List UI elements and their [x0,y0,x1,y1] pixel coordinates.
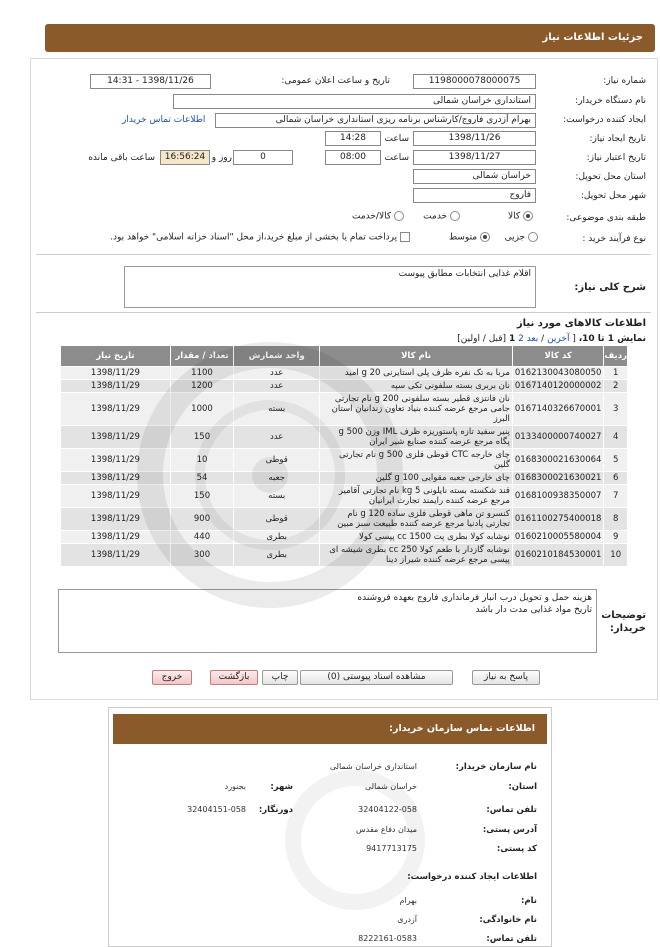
cell-row-number: 8 [604,508,628,531]
time-remaining-field: 16:56:24 [160,150,210,165]
province-field: خراسان شمالی [413,169,536,184]
city-label: شهر محل تحویل: [580,191,646,201]
cell-row-number: 9 [604,531,628,544]
pager-range: نمایش 1 تا 10، [578,334,646,344]
radio-goods-service[interactable] [394,211,404,221]
column-header: تاریخ نیاز [61,346,171,367]
category-goods-service-text: کالا/خدمت [351,211,392,222]
notes-line: تاریخ مواد غذایی مدت دار باشد [475,605,592,615]
cell-need-date: 1398/11/29 [61,380,171,393]
province-contact-value: خراسان شمالی [364,782,417,791]
exit-button[interactable]: خروج [152,670,192,685]
created-date-label: تاریخ ایجاد نیاز: [589,134,646,144]
cell-quantity: 54 [170,472,233,485]
phone-label: تلفن تماس: [486,805,537,815]
cell-row-number: 3 [604,393,628,426]
table-row [61,380,628,393]
valid-date-label: تاریخ اعتبار نیاز: [586,153,646,163]
category-service-option[interactable] [423,211,460,222]
table-row [61,531,628,544]
pager-next-link[interactable]: بعد [526,334,539,344]
summary-text: اقلام غذایی انتخابات مطابق پیوست [398,269,531,279]
radio-partial[interactable] [528,232,538,242]
creator-field: بهرام آزدری فاروج/کارشناس برنامه ریزی استانداری خراسان شمالی [215,113,536,128]
cell-need-date: 1398/11/29 [61,367,171,380]
name-value: بهرام [399,896,417,905]
radio-service[interactable] [450,211,460,221]
creator-label: ایجاد کننده درخواست: [563,115,646,125]
cell-unit: قوطی [234,449,320,472]
table-row [61,508,628,531]
phone-value: 32404122-058 [358,805,417,814]
divider [36,312,651,313]
cell-item-code: 0160210184530001 [512,544,604,567]
fax-value: 32404151-058 [187,805,246,814]
process-partial-option[interactable] [505,232,538,243]
view-attachments-button[interactable]: مشاهده اسناد پیوستی (0) [300,670,453,685]
summary-label: شرح کلی نیاز: [574,282,646,293]
cell-item-name: چای خارجه CTC قوطی فلزی 500 g نام تجارتی گلین [320,449,513,472]
cell-unit: عدد [234,380,320,393]
valid-date-field: 1398/11/27 [413,150,536,165]
province-label: استان محل تحویل: [575,172,646,182]
cell-item-name: قند شکسته بسته نایلونی 5 kg نام تجارتی آقامیر مرجع عرضه کننده رایمند تجارت ایرانیان [320,485,513,508]
creator-info-title: اطلاعات ایجاد کننده درخواست: [407,872,537,882]
pager [457,334,646,344]
cell-unit: جعبه [234,472,320,485]
cell-item-code: 0161100275400018 [512,508,604,531]
cell-need-date: 1398/11/29 [61,472,171,485]
category-label: طبقه بندی موضوعی: [566,213,646,223]
creator-phone-label: تلفن تماس: [486,934,537,944]
name-label: نام: [520,896,537,906]
cell-quantity: 1200 [170,380,233,393]
process-medium-text: متوسط [448,232,478,243]
pager-prev-first: [قبل / اولین] [457,334,507,344]
goods-table-wrap [60,345,628,567]
contact-title: اطلاعات تماس سازمان خریدار: [113,714,547,744]
goods-title: اطلاعات کالاهای مورد نیاز [516,318,646,329]
pager-page-1: 1 [508,334,516,344]
cell-need-date: 1398/11/29 [61,426,171,449]
fax-label: دورنگار: [258,805,293,815]
category-goods-option[interactable] [508,211,533,222]
family-value: آزدری [397,915,417,924]
city-field: فاروج [413,188,536,203]
cell-row-number: 5 [604,449,628,472]
category-goods-service-option[interactable] [352,211,404,222]
cell-item-name: چای خارجی جعبه مقوایی 100 g گلین [320,472,513,485]
column-header: ردیف [604,346,628,367]
time-remaining-label: ساعت باقی مانده [88,153,155,163]
pager-page-2[interactable]: 2 [518,334,524,344]
cell-item-name: نان بربری بسته سلفونی تکی سپه [320,380,513,393]
payment-checkbox[interactable] [400,232,410,242]
valid-time-label: ساعت [384,153,409,163]
reply-button[interactable]: پاسخ به نیاز [472,670,540,685]
cell-row-number: 10 [604,544,628,567]
cell-quantity: 150 [170,485,233,508]
table-row [61,485,628,508]
payment-note [110,232,410,243]
creator-phone-value: 8222161-0583 [358,934,417,943]
buyer-contact-link[interactable]: اطلاعات تماس خریدار [122,115,206,125]
cell-need-date: 1398/11/29 [61,508,171,531]
cell-quantity: 1000 [170,393,233,426]
created-time-field: 14:28 [325,131,381,146]
cell-item-name: کنسرو تن ماهی قوطی فلزی ساده 120 g نام تجارتی پادنیا مرجع عرضه کننده طبیعت سبز مبین [320,508,513,531]
table-header-row [61,346,628,367]
address-value: میدان دفاع مقدس [356,825,417,834]
announce-field: 1398/11/26 - 14:31 [90,74,211,89]
cell-unit: بسته [234,485,320,508]
back-button[interactable]: بازگشت [210,670,258,685]
cell-item-code: 0167140120000002 [512,380,604,393]
goods-table [60,345,628,567]
cell-item-code: 0167140326670001 [512,393,604,426]
cell-item-code: 0160210005580004 [512,531,604,544]
cell-item-name: پنیر سفید تازه پاستوریزه ظرف IML وزن 500 g پگاه مرجع عرضه کننده صنایع شیر ایران [320,426,513,449]
announce-label: تاریخ و ساعت اعلان عمومی: [281,76,390,86]
valid-time-field: 08:00 [325,150,381,165]
cell-quantity: 440 [170,531,233,544]
process-label: نوع فرآیند خرید : [582,234,646,244]
pager-sep: / [541,334,545,344]
table-row [61,426,628,449]
cell-row-number: 1 [604,367,628,380]
postal-value: 9417713175 [366,844,417,853]
page-title: جزئیات اطلاعات نیاز [45,24,655,52]
cell-item-code: 0162130043080050 [512,367,604,380]
cell-unit: قوطی [234,508,320,531]
process-medium-option[interactable] [449,232,490,243]
notes-box [58,589,597,653]
family-label: نام خانوادگی: [479,915,537,925]
cell-row-number: 2 [604,380,628,393]
cell-quantity: 10 [170,449,233,472]
cell-quantity: 150 [170,426,233,449]
postal-label: کد پستی: [496,844,537,854]
notes-line: هزینه حمل و تحویل درب انبار فرمانداری فاروج بعهده فروشنده [357,593,592,603]
summary-box [124,266,536,308]
days-label: روز و [211,153,232,163]
cell-unit: بطری [234,544,320,567]
category-goods-text: کالا [507,211,521,222]
cell-item-code: 0168300021630021 [512,472,604,485]
cell-item-name: نان فانتزی قطیر بسته سلفونی 200 g نام تجارتی جامی مرجع عرضه کننده بنیاد تعاون زندانیان استان البرز [320,393,513,426]
pager-last-link[interactable]: آخرین [547,334,570,344]
cell-quantity: 300 [170,544,233,567]
need-number-label: شماره نیاز: [603,76,646,86]
cell-row-number: 7 [604,485,628,508]
process-partial-text: جزیی [504,232,526,243]
city-contact-label: شهر: [270,782,293,792]
cell-unit: بسته [234,393,320,426]
contact-card [108,707,552,947]
pager-bracket-open: [ [572,334,576,344]
cell-need-date: 1398/11/29 [61,544,171,567]
cell-need-date: 1398/11/29 [61,485,171,508]
cell-item-name: نوشابه کولا بطری پت 1500 cc پپسی کولا [320,531,513,544]
cell-item-name: نوشابه گازدار با طعم کولا 250 cc بطری شیشه ای پپسی مرجع عرضه کننده شیراز دینا [320,544,513,567]
table-row [61,472,628,485]
table-row [61,393,628,426]
buyer-label: نام دستگاه خریدار: [575,96,646,106]
radio-medium[interactable] [480,232,490,242]
cell-item-name: مربا به تک نفره ظرف پلی استایرنی 20 g امید [320,367,513,380]
notes-label: توضیحات خریدار: [601,610,646,634]
city-contact-value: بجنورد [224,782,246,791]
column-header: واحد شمارش [234,346,320,367]
created-time-label: ساعت [384,134,409,144]
cell-quantity: 900 [170,508,233,531]
cell-item-code: 0133400000740027 [512,426,604,449]
cell-unit: عدد [234,367,320,380]
province-contact-label: استان: [508,782,537,792]
cell-need-date: 1398/11/29 [61,449,171,472]
cell-row-number: 6 [604,472,628,485]
table-row [61,544,628,567]
column-header: نام کالا [320,346,513,367]
table-row [61,367,628,380]
address-label: آدرس پستی: [482,825,537,835]
cell-item-code: 0168100938350007 [512,485,604,508]
cell-need-date: 1398/11/29 [61,393,171,426]
org-label: نام سازمان خریدار: [455,762,537,772]
table-row [61,449,628,472]
payment-note-text: پرداخت تمام یا بخشی از مبلغ خرید،از محل "اسناد خزانه اسلامی" خواهد بود. [110,232,398,243]
column-header: تعداد / مقدار [170,346,233,367]
radio-goods[interactable] [523,211,533,221]
cell-need-date: 1398/11/29 [61,531,171,544]
cell-row-number: 4 [604,426,628,449]
created-date-field: 1398/11/26 [413,131,536,146]
need-number-field: 1198000078000075 [413,74,536,89]
org-value: استانداری خراسان شمالی [329,762,417,771]
column-header: کد کالا [512,346,604,367]
cell-quantity: 1100 [170,367,233,380]
print-button[interactable]: چاپ [262,670,298,685]
cell-unit: بطری [234,531,320,544]
cell-unit: عدد [234,426,320,449]
cell-item-code: 0168300021630064 [512,449,604,472]
category-service-text: خدمت [423,211,448,222]
buyer-field: استانداری خراسان شمالی [173,94,536,109]
days-remaining-field: 0 [233,150,293,165]
divider [36,254,651,255]
